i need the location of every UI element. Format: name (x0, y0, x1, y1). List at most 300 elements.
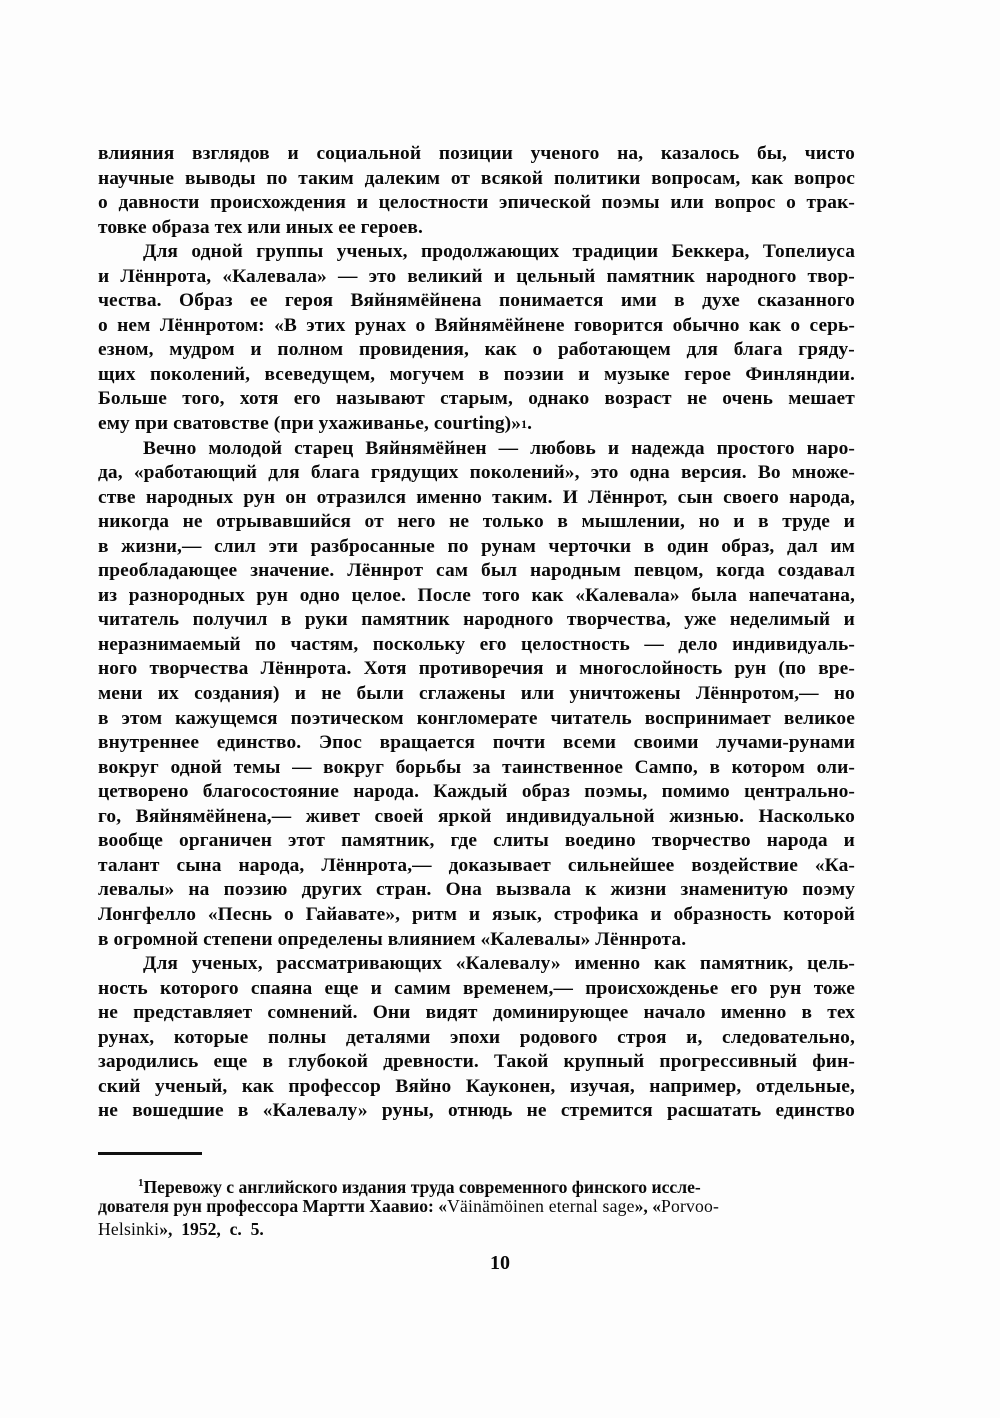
text-word: он (285, 486, 307, 508)
text-word: видят (425, 1002, 478, 1024)
text-line (98, 167, 855, 192)
text-word: неделимый (729, 609, 831, 631)
text-word: рун (243, 486, 276, 508)
text-word: него (397, 511, 436, 533)
text-word: благосостояние (202, 781, 339, 803)
text-word: помимо (661, 781, 730, 803)
text-word: После (417, 584, 471, 606)
footnote-separator-rule (98, 1152, 202, 1155)
text-word: Она (445, 879, 482, 901)
text-word: мышлении, (581, 511, 685, 533)
text-word: рун (734, 658, 767, 680)
text-word: доминирующее (492, 1002, 629, 1024)
text-line (98, 240, 855, 265)
text-word: борьбы (395, 756, 462, 778)
text-word: — (337, 265, 358, 287)
text-word: цетворено (98, 781, 189, 803)
text-word: или (520, 683, 555, 705)
text-word: поэмы (601, 192, 660, 214)
text-word: серь- (809, 314, 855, 336)
page-number: 10 (490, 1252, 510, 1274)
text-word: глубокой (288, 1051, 369, 1073)
text-word: именно (416, 486, 482, 508)
text-word: да, (98, 462, 123, 484)
text-word: политики (553, 167, 641, 189)
text-word: памятник, (699, 953, 794, 975)
text-word: в (237, 1100, 249, 1122)
text-line-content: товке образа тех или иных ее героев. (98, 216, 423, 238)
text-word: за (472, 756, 491, 778)
text-word: народного (463, 609, 554, 631)
text-word: еще (324, 977, 359, 999)
text-word: и, (686, 1026, 703, 1048)
text-word: понимается (499, 290, 604, 312)
text-word: сам (436, 560, 469, 582)
footnote-marker: 1 (138, 1177, 144, 1189)
text-word: например, (649, 1075, 742, 1097)
text-word: многослойность (579, 658, 723, 680)
text-word: это (368, 265, 397, 287)
text-word: памятник (606, 265, 695, 287)
text-word: самим (394, 977, 451, 999)
text-word: котором (731, 756, 805, 778)
text-word: и (98, 265, 110, 287)
text-word: своего (723, 486, 779, 508)
text-word: мени (98, 683, 143, 705)
text-word: были (356, 683, 404, 705)
text-word: разбросанные (310, 535, 435, 557)
text-word: давности (118, 192, 200, 214)
text-word: центрально- (744, 781, 855, 803)
text-word: руки (304, 609, 348, 631)
text-word: временем,— (463, 977, 573, 999)
text-word: Вяйнямёйнена,— (135, 805, 292, 827)
text-word: создавал (777, 560, 855, 582)
text-word: Кауконен, (465, 1075, 556, 1097)
text-word: всеми (562, 732, 616, 754)
text-word: Образ (179, 290, 233, 312)
text-word: гряду- (798, 339, 855, 361)
text-word: вопрос (714, 192, 776, 214)
text-word: о (786, 192, 796, 214)
text-word: Беккера, (671, 241, 750, 263)
text-word: Топелиуса (762, 241, 855, 263)
text-word: поколений», (469, 462, 580, 484)
text-word: никогда (98, 511, 169, 533)
text-word: ее (250, 290, 268, 312)
text-word: один (666, 535, 709, 557)
text-word: как (241, 1075, 274, 1097)
text-word: создания) (194, 683, 280, 705)
text-word: где (450, 830, 478, 852)
text-line (98, 780, 855, 805)
text-word: возраст (604, 388, 672, 410)
text-word: индивидуаль- (732, 633, 855, 655)
text-word: внутреннее (98, 732, 200, 754)
text-word: о (98, 314, 108, 336)
text-word: чисто (804, 143, 855, 164)
text-word: Финляндии. (745, 363, 855, 385)
text-word: «Ка- (814, 854, 855, 876)
text-word: полны (267, 1026, 327, 1048)
text-word: представляет (133, 1002, 253, 1024)
text-word: от (450, 167, 471, 189)
text-word: цель- (807, 953, 855, 975)
text-word: Лённротом: (159, 314, 265, 336)
text-word: го, (98, 805, 122, 827)
text-word: отрывавшийся (216, 511, 351, 533)
text-word: как (484, 339, 517, 361)
text-word: в (758, 511, 769, 533)
text-word: как (748, 314, 781, 336)
text-word: слил (214, 535, 257, 557)
text-line (98, 1099, 855, 1124)
text-word: сглажены (418, 683, 506, 705)
text-word: чества. (98, 290, 162, 312)
text-word: сомнений. (267, 1002, 358, 1024)
text-word: и (370, 977, 382, 999)
text-word: профессор (288, 1075, 381, 1097)
text-word: им (830, 535, 855, 557)
text-word: как (531, 584, 564, 606)
text-word: народных (145, 486, 234, 508)
text-line (98, 756, 855, 781)
text-word: для (268, 462, 300, 484)
text-word: в (98, 535, 109, 557)
text-word: рун (256, 584, 289, 606)
text-line (98, 437, 855, 462)
text-word: левалы» (98, 879, 175, 901)
text-line (98, 338, 855, 363)
text-word: одна (629, 462, 670, 484)
text-word: блага (310, 462, 360, 484)
text-line (98, 952, 855, 977)
text-word: по (266, 167, 288, 189)
text-word: от (364, 511, 384, 533)
text-word: жизни (610, 879, 667, 901)
text-word: как (751, 167, 784, 189)
text-word: эпохи (450, 1026, 501, 1048)
text-word: его (293, 388, 321, 410)
text-line (98, 314, 855, 339)
text-word: но (698, 511, 720, 533)
text-line (98, 903, 855, 928)
text-word: Лённрота,— (321, 854, 432, 876)
text-word: в (262, 1051, 274, 1073)
text-line (98, 289, 855, 314)
text-word: на (188, 879, 210, 901)
text-word: и (493, 265, 506, 287)
text-word: Такой (493, 1051, 549, 1073)
text-word: народа, (789, 486, 855, 508)
text-word: о (532, 339, 543, 361)
text-word: научные (98, 167, 175, 189)
text-word: сын (677, 486, 713, 508)
text-word: Насколько (758, 805, 855, 827)
text-word: по (255, 633, 277, 655)
text-word: — (498, 437, 519, 459)
text-word: деталями (345, 1026, 431, 1048)
text-word: памятник, (341, 830, 435, 852)
text-word: очень (722, 388, 773, 410)
text-word: когда (716, 560, 765, 582)
text-word: не (182, 511, 203, 533)
text-word: сильнейшее (567, 854, 675, 876)
text-word: как (654, 953, 687, 975)
text-word: этом (121, 707, 163, 729)
text-word: стве (98, 486, 136, 508)
footnote-line-content (98, 1195, 719, 1218)
text-word: вопрос (794, 167, 855, 189)
text-word: в (643, 535, 655, 557)
text-word: надежда (631, 437, 705, 459)
text-word: читатель (98, 609, 180, 631)
text-word: кажущемся (175, 707, 278, 729)
text-word: о (790, 314, 801, 336)
text-word: хотя (239, 388, 279, 410)
text-word: певцом, (633, 560, 704, 582)
text-word: о (283, 903, 294, 925)
text-word: эпической (499, 192, 591, 214)
text-word: Каждый (433, 781, 508, 803)
text-word: того (482, 584, 520, 606)
text-word: — (292, 756, 312, 778)
text-word: одной (170, 756, 222, 778)
text-word: Вяйнямёйнене (434, 314, 565, 336)
text-word: единство (775, 1100, 855, 1122)
text-word: прогрессивный (659, 1051, 798, 1073)
text-word: старец (294, 437, 354, 459)
text-word: именно (720, 1002, 787, 1024)
text-word: молодой (208, 437, 283, 459)
text-word: социальной (316, 143, 422, 164)
text-word: Лённрота, (120, 265, 212, 287)
text-word: не (98, 1100, 118, 1122)
text-word: Во (757, 462, 781, 484)
text-word: бы, (757, 143, 787, 164)
text-word: влияния (98, 143, 175, 164)
text-word: значение. (250, 560, 335, 582)
text-word: ими (620, 290, 657, 312)
text-word: слиты (493, 830, 549, 852)
text-word: спаяна (250, 977, 313, 999)
text-word: не (98, 1002, 118, 1024)
text-line (98, 1026, 855, 1051)
text-line (98, 878, 855, 903)
text-word: говорится (573, 314, 664, 336)
text-word: мешает (788, 388, 855, 410)
text-line-content: в огромной степени определены влиянием «Калевалы» Лённрота. (98, 928, 687, 950)
text-word: рунам (481, 535, 536, 557)
text-word: рун (769, 977, 802, 999)
text-word: или (670, 192, 704, 214)
text-line (98, 1075, 855, 1100)
text-word: Они (372, 1002, 411, 1024)
text-line (98, 1001, 855, 1026)
text-word: дал (786, 535, 818, 557)
text-word: целостности (378, 192, 489, 214)
text-word: этих (306, 314, 346, 336)
text-word: таинственное (502, 756, 624, 778)
text-word: была (691, 584, 738, 606)
text-word: это (590, 462, 619, 484)
footnote-line-content: », 1952, с. 5. (159, 1219, 264, 1240)
text-word: рунах (354, 314, 407, 336)
text-word: противоречия (418, 658, 544, 680)
text-word: язык, (491, 903, 542, 925)
text-word: далеким (364, 167, 441, 189)
text-word: одно (299, 584, 340, 606)
text-word: рассматривающих (276, 953, 442, 975)
text-word: и (468, 903, 481, 925)
text-word: работающем (557, 339, 671, 361)
text-word: образ (521, 781, 571, 803)
text-line (98, 829, 855, 854)
text-word: расшатать (666, 1100, 762, 1122)
text-word: «В (274, 314, 297, 336)
text-word: происхождения (210, 192, 347, 214)
text-word: старым, (440, 388, 513, 410)
text-word: воедино (564, 830, 636, 852)
text-line (98, 731, 855, 756)
text-line (98, 682, 855, 707)
text-word: тоже (813, 977, 855, 999)
text-word: своей (374, 805, 424, 827)
text-word: «Калевала» (575, 584, 680, 606)
text-word: трак- (806, 192, 855, 214)
text-word: ученый, (155, 1075, 228, 1097)
text-word: стран. (376, 879, 432, 901)
text-word: труде (782, 511, 830, 533)
text-word: памятник (361, 609, 450, 631)
text-word: Вяйнямёйнен (365, 437, 487, 459)
text-word: в (478, 363, 490, 385)
text-line (98, 510, 855, 535)
text-word: поэтическом (290, 707, 404, 729)
text-line (98, 191, 855, 216)
text-word: творчество (651, 830, 751, 852)
text-word: разнородных (128, 584, 245, 606)
text-word: ский (98, 1075, 141, 1097)
text-word: других (301, 879, 362, 901)
text-word: отнюдь (447, 1100, 513, 1122)
text-word: полном (277, 339, 344, 361)
text-word: в (557, 511, 568, 533)
text-word: народа, (238, 854, 305, 876)
text-word: органичен (179, 830, 272, 852)
text-word: древности. (383, 1051, 479, 1073)
text-word: народа. (353, 781, 420, 803)
text-word: Лённрот (347, 560, 424, 582)
text-word: героя (284, 290, 334, 312)
text-word: Больше (98, 388, 167, 410)
text-word: и (555, 658, 568, 680)
footnote-line (98, 1172, 855, 1195)
text-word: духе (702, 290, 740, 312)
text-word: великий (407, 265, 483, 287)
text-word: в (709, 756, 721, 778)
text-word: Лённротом,— (695, 683, 819, 705)
text-word: продолжающих (420, 241, 560, 263)
text-word: — (644, 633, 664, 655)
text-word: простого (716, 437, 795, 459)
text-word: вокруг (98, 756, 159, 778)
text-word: единство. (216, 732, 302, 754)
text-word: езном, (98, 339, 154, 361)
text-word: темы (233, 756, 281, 778)
text-word: музыке (604, 363, 670, 385)
text-word: и (843, 609, 855, 631)
footnote-title-latin: Väinämöinen eternal sage (447, 1196, 635, 1217)
text-line (98, 216, 855, 241)
text-word: фин- (812, 1051, 855, 1073)
text-word: живет (305, 805, 361, 827)
text-word: жизни,— (121, 535, 202, 557)
text-line (98, 142, 855, 167)
text-word: в (280, 609, 292, 631)
text-word: читатель (550, 707, 632, 729)
text-word: традиции (572, 241, 659, 263)
text-line (98, 805, 855, 830)
text-word: и (650, 903, 662, 925)
text-word: конгломерате (416, 707, 538, 729)
text-word: руны, (381, 1100, 434, 1122)
text-word: целое. (351, 584, 406, 606)
text-word: творчества (149, 658, 249, 680)
text-word: и (294, 683, 307, 705)
text-word: яркой (437, 805, 492, 827)
text-word: вообще (98, 830, 164, 852)
text-word: ритм (411, 903, 458, 925)
footnote-block (98, 1172, 855, 1242)
text-word: поэзии (503, 363, 564, 385)
text-word: и (287, 143, 299, 164)
text-word: Вяйно (395, 1075, 452, 1097)
text-word: и (607, 437, 620, 459)
text-word: и (733, 511, 745, 533)
text-word: стремится (560, 1100, 653, 1122)
text-word: таким. (492, 486, 553, 508)
text-word: доказывает (448, 854, 551, 876)
text-word: Лённрот, (588, 486, 668, 508)
text-word: целостность (521, 633, 630, 655)
text-word: не (526, 1100, 547, 1122)
footnote-line (98, 1195, 855, 1218)
text-word: и (843, 511, 855, 533)
text-word: «Калевала» (222, 265, 327, 287)
text-word: но (833, 683, 855, 705)
text-word: поколений, (149, 363, 251, 385)
text-word: Для (143, 953, 179, 975)
text-word: ного (98, 658, 138, 680)
text-word: неразнимаемый (98, 633, 241, 655)
body-text-block (98, 142, 855, 1124)
text-word: нем (117, 314, 151, 336)
text-word: их (157, 683, 179, 705)
text-word: Эпос (318, 732, 362, 754)
text-word: щих (98, 363, 136, 385)
text-word: вращается (379, 732, 476, 754)
text-word: обычно (672, 314, 740, 336)
text-word: воздействие (691, 854, 798, 876)
text-line-content: ему при сватовстве (при ухаживанье, courting)» (98, 413, 522, 435)
text-word: одной (191, 241, 243, 263)
footnote-line-content: Перевожу с английского издания труда современного финского иссле- (143, 1176, 701, 1197)
text-word: могучем (389, 363, 465, 385)
text-word: не (449, 511, 470, 533)
footnote-reference-marker[interactable]: 1 (521, 417, 528, 432)
text-word: ученых, (191, 953, 263, 975)
